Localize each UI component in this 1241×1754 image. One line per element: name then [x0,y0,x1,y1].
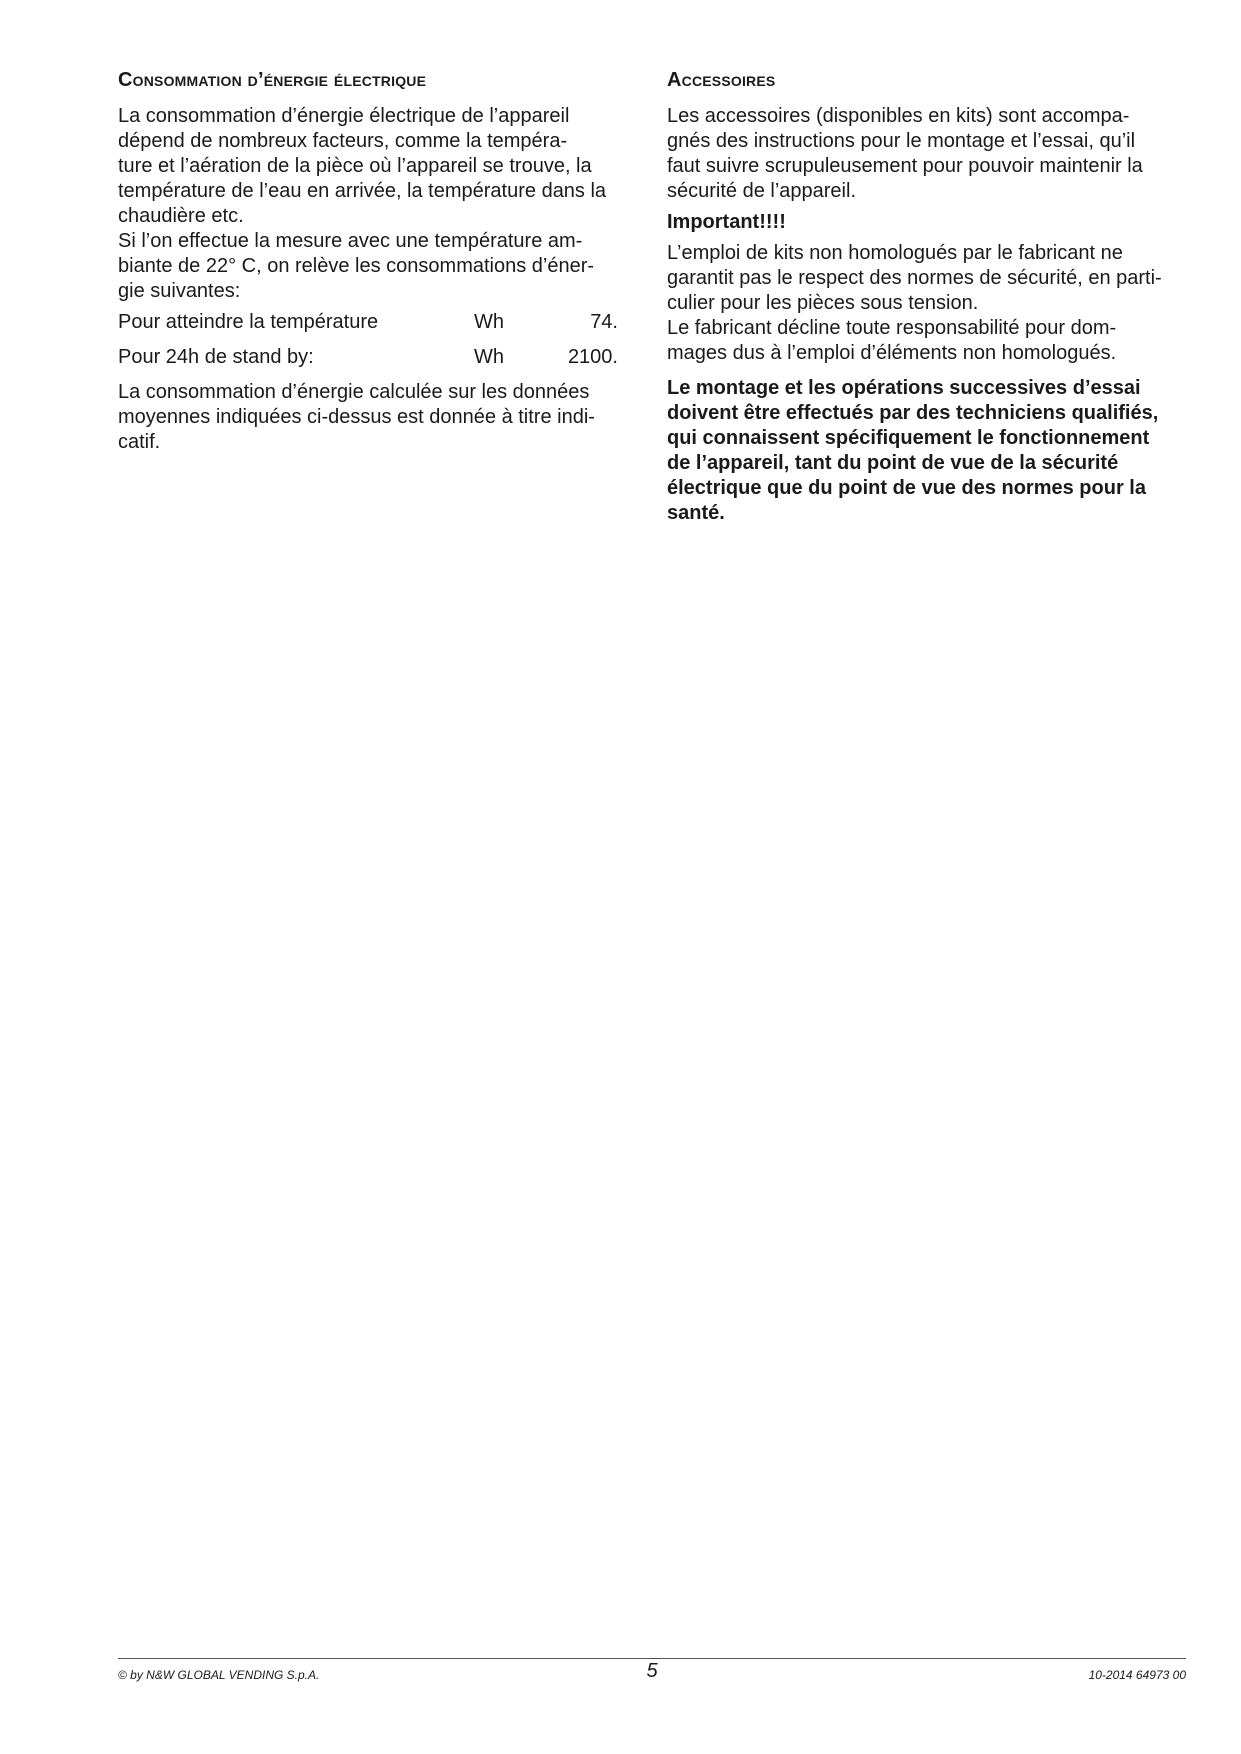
qualified-technicians-notice: Le montage et les opérations successives d’essai doivent être effectués par des techniciens qualifiés, qui connaissent spécifiquement le fonctionnement de l’appareil, tant du point de vue de la sécurité électrique que du point de vue des normes pour la santé. [667,377,1159,524]
accessories-intro-paragraph: Les accessoires (disponibles en kits) sont accompa- gnés des instructions pour le montage et l’essai, qu’il faut suivre scrupuleusement pour pouvoir maintenir la sécurité de l’appareil. [667,105,1143,202]
kits-warning-paragraph: L’emploi de kits non homologués par le fabricant ne garantit pas le respect des normes de sécurité, en parti- culier pour les pièces sous tension. Le fabricant décline toute responsabilité pour dom- mages dus à l’emploi d’éléments non homologués. [667,242,1162,364]
energy-intro-paragraph: La consommation d’énergie électrique de l’appareil dépend de nombreux facteurs, comme la tempéra- ture et l’aération de la pièce où l’appareil se trouve, la température de l’eau en arrivée, la température dans la chaudière etc. Si l’on effectue la mesure avec une température am- biante de 22° C, on relève les consommations d’éner- gie suivantes: [118,105,607,302]
section-heading-energy: Consommation d’énergie électrique [118,69,427,91]
consumption-unit: Wh [474,311,504,333]
consumption-label: Pour atteindre la température [118,311,379,333]
consumption-row [118,310,618,335]
copyright-notice: © by N&W GLOBAL VENDING S.p.A. [118,1668,320,1682]
consumption-row [118,345,618,370]
consumption-label: Pour 24h de stand by: [118,346,314,368]
important-label: Important!!!! [667,211,786,233]
page-number: 5 [646,1660,658,1682]
right-column [667,66,1187,526]
section-heading-accessories: Accessoires [667,69,776,91]
consumption-unit: Wh [474,346,504,368]
energy-outro-paragraph: La consommation d’énergie calculée sur les données moyennes indiquées ci-dessus est donnée à titre indi- catif. [118,381,595,453]
left-column [118,66,618,455]
consumption-value: 74. [590,311,618,333]
page-footer [118,1658,1186,1689]
document-code: 10-2014 64973 00 [1088,1668,1186,1682]
consumption-value: 2100. [567,346,618,368]
